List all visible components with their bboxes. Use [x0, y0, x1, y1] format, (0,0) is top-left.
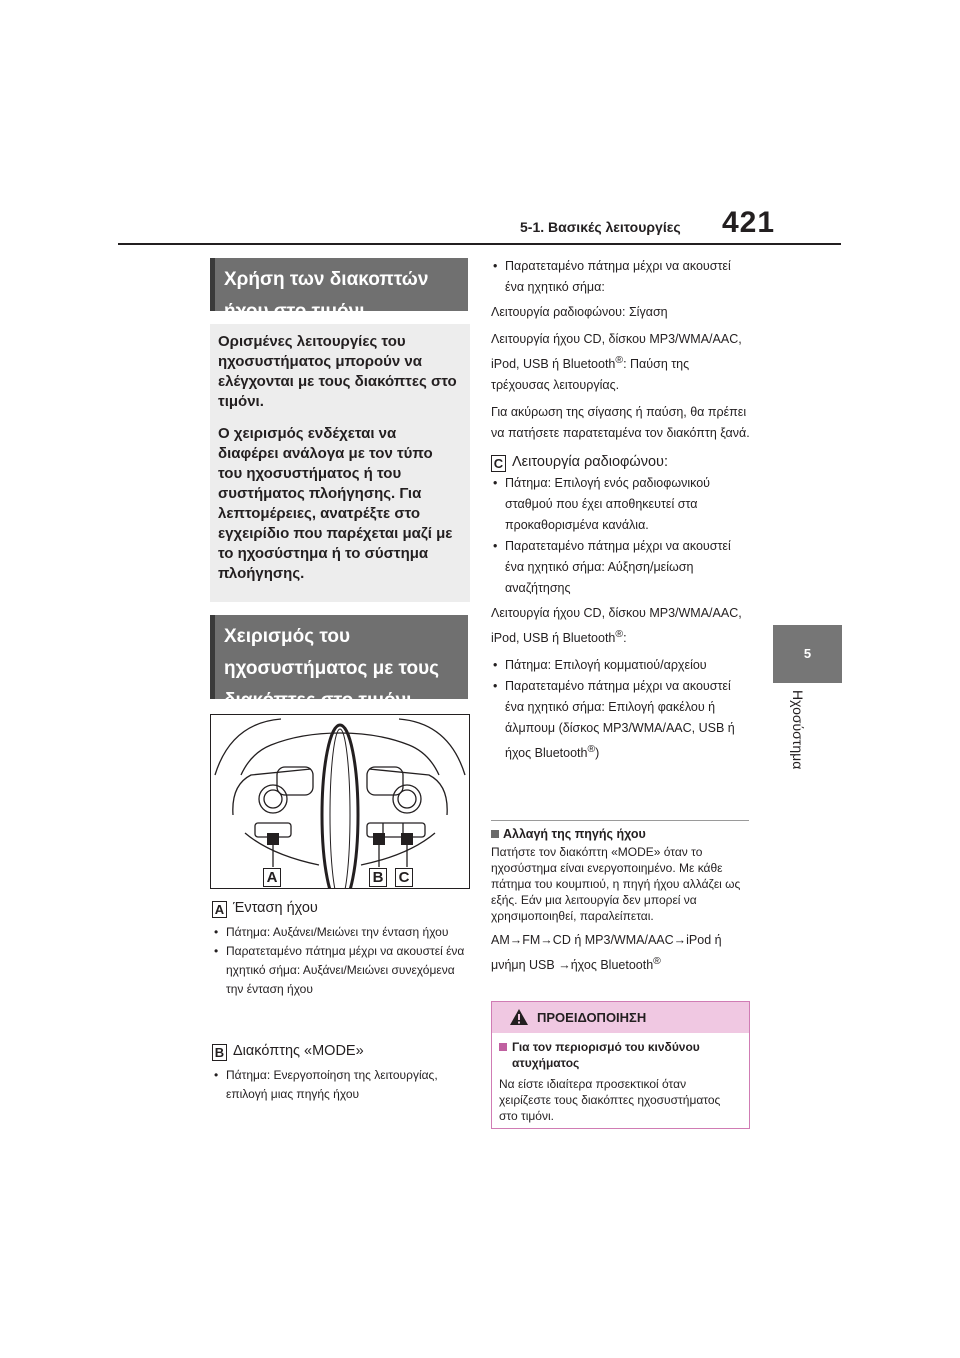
- item-title: Ένταση ήχου: [233, 900, 318, 916]
- source-text: Πατήστε τον διακόπτη «MODE» όταν το ηχοσύστημα είναι ενεργοποιημένο. Με κάθε πάτημα του κουμπιού, η πηγή ήχου αλλάζει ως εξής. Εάν μια λειτουργία δεν μπορεί να χρησιμοποιηθεί, παραλείπεται.: [491, 845, 741, 923]
- source-heading: Αλλαγή της πηγής ήχου: [503, 827, 646, 841]
- list-item: • Πάτημα: Επιλογή ενός ραδιοφωνικού σταθμού που έχει αποθηκευτεί στα προκαθορισμένα κανάλια.: [491, 473, 751, 536]
- figure-callout-b: B: [369, 867, 393, 887]
- list-item: • Παρατεταμένο πάτημα μέχρι να ακουστεί ένα ηχητικό σήμα:: [491, 256, 751, 298]
- chapter-tab-label: Ηχοσύστημα: [790, 690, 806, 770]
- figure-callout-a: A: [263, 867, 287, 887]
- square-bullet-icon: [491, 830, 499, 838]
- cd-mode-text: Λειτουργία ήχου CD, δίσκου MP3/WMA/AAC, iPod, USB ή Bluetooth®:: [491, 606, 742, 646]
- section-heading-operation: Χειρισμός του ηχοσυστήματος με τους διακόπτες στο τιμόνι: [210, 615, 468, 699]
- heading-accent-bar: [210, 258, 215, 311]
- list-item: • Παρατεταμένο πάτημα μέχρι να ακουστεί ένα ηχητικό σήμα: Επιλογή φακέλου ή άλμπουμ (δίσκος MP3/WMA/AAC, USB ή ήχος Bluetooth®): [491, 676, 751, 764]
- intro-box: [210, 324, 470, 602]
- figure-callout-c: C: [395, 867, 419, 887]
- chapter-title: 5-1. Βασικές λειτουργίες: [520, 219, 681, 235]
- item-tag-c: C: [491, 455, 506, 472]
- cancel-text: Για ακύρωση της σίγασης ή παύση, θα πρέπει να πατήσετε παρατεταμένα τον διακόπτη ξανά.: [491, 405, 750, 441]
- item-volume: [212, 900, 467, 999]
- item-title: Διακόπτης «MODE»: [233, 1043, 364, 1059]
- warning-subtitle: Για τον περιορισμό του κινδύνου ατυχήματος: [499, 1039, 741, 1071]
- item-tag-a: A: [212, 901, 227, 918]
- source-section: [491, 826, 751, 976]
- item-title: Λειτουργία ραδιοφώνου:: [512, 454, 669, 471]
- warning-title: ΠΡΟΕΙΔΟΠΟΙΗΣΗ: [537, 1010, 647, 1025]
- section-heading-steering-switches: Χρήση των διακοπτών ήχου στο τιμόνι: [210, 258, 468, 311]
- page-number: 421: [722, 206, 776, 239]
- item-mode: [212, 1043, 467, 1104]
- warning-text: Να είστε ιδιαίτερα προσεκτικοί όταν χειρίζεστε τους διακόπτες ηχοσυστήματος στο τιμόνι.: [499, 1077, 721, 1123]
- intro-paragraph-1: Ορισμένες λειτουργίες του ηχοσυστήματος μπορούν να ελέγχονται με τους διακόπτες στο τιμόνι.: [218, 333, 457, 410]
- steering-wheel-figure: [210, 714, 470, 889]
- warning-header: [492, 1002, 749, 1033]
- warning-triangle-icon: [509, 1008, 529, 1026]
- list-item: • Πάτημα: Επιλογή κομματιού/αρχείου: [491, 655, 751, 676]
- chapter-tab[interactable]: 5: [773, 625, 842, 683]
- item-tag-b: B: [212, 1044, 227, 1061]
- warning-box: [491, 1001, 750, 1129]
- list-item: • Πάτημα: Αυξάνει/Μειώνει την ένταση ήχου: [212, 923, 467, 942]
- heading-accent-bar: [210, 615, 215, 699]
- list-item: • Παρατεταμένο πάτημα μέχρι να ακουστεί ένα ηχητικό σήμα: Αύξηση/μείωση αναζήτησης: [491, 536, 751, 599]
- intro-paragraph-2: Ο χειρισμός ενδέχεται να διαφέρει ανάλογα με τον τύπο του ηχοσυστήματος ή του συστήματος πλοήγησης. Για λεπτομέρειες, ανατρέξτε στο εγχειρίδιο που παρέχεται μαζί με το ηχοσύστημα ή το σύστημα πλοήγησης.: [218, 425, 453, 582]
- header-rule: [118, 243, 841, 245]
- cd-pause-text: Λειτουργία ήχου CD, δίσκου MP3/WMA/AAC, iPod, USB ή Bluetooth®: Παύση της τρέχουσας λειτουργίας.: [491, 332, 742, 393]
- right-column: [491, 256, 751, 764]
- radio-mute-text: Λειτουργία ραδιοφώνου: Σίγαση: [491, 305, 668, 319]
- divider: [491, 820, 749, 821]
- list-item: • Παρατεταμένο πάτημα μέχρι να ακουστεί ένα ηχητικό σήμα: Αυξάνει/Μειώνει συνεχόμενα την ένταση ήχου: [212, 942, 467, 999]
- list-item: • Πάτημα: Ενεργοποίηση της λειτουργίας, επιλογή μιας πηγής ήχου: [212, 1066, 467, 1104]
- source-sequence: AM→FM→CD ή MP3/WMA/AAC→iPod ή μνήμη USB →ήχος Bluetooth®: [491, 933, 722, 973]
